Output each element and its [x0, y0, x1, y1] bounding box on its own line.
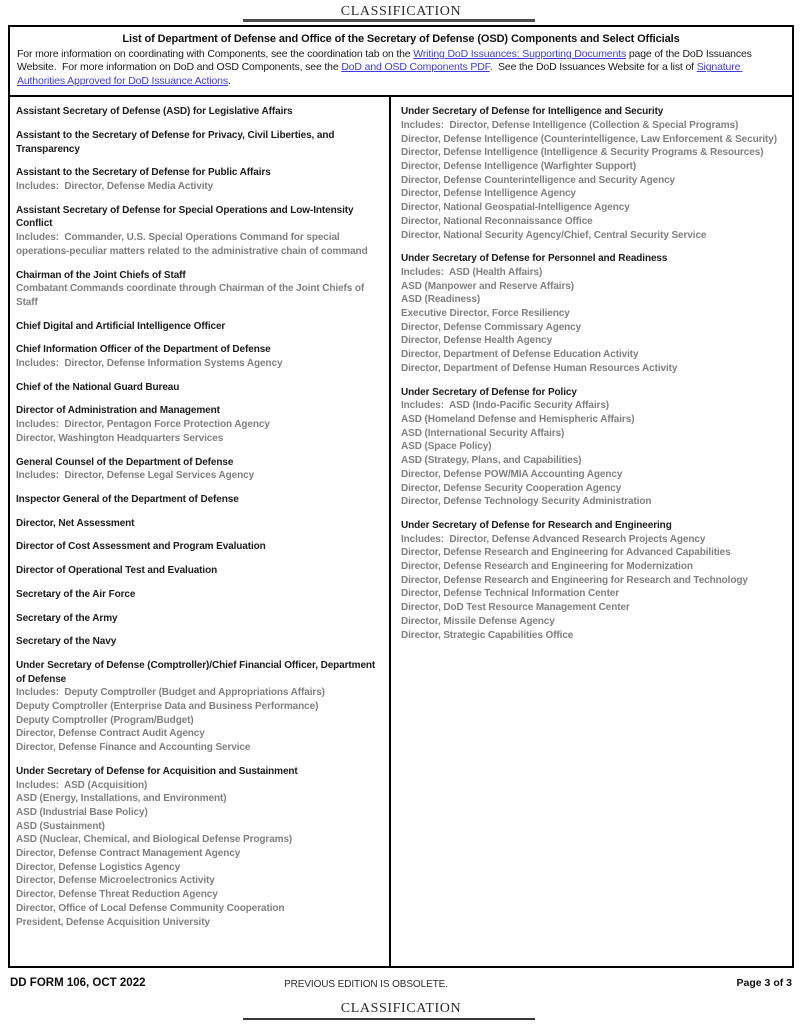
component-entry	[16, 166, 379, 193]
component-sub-line: Director, Missile Defense Agency	[401, 615, 555, 627]
component-sub-line: Director, Defense Commissary Agency	[401, 321, 582, 333]
right-column	[391, 97, 792, 966]
component-sub-line: ASD (International Security Affairs)	[401, 427, 565, 439]
component-title: Secretary of the Army	[16, 612, 118, 624]
component-title: Chief Information Officer of the Department of Defense	[16, 344, 271, 356]
component-entry	[16, 404, 379, 445]
form-box	[8, 25, 794, 968]
component-entry	[16, 269, 379, 310]
component-title: Under Secretary of Defense (Comptroller)/Chief Financial Officer, Department of Defense	[16, 659, 378, 685]
component-entry	[16, 588, 379, 602]
component-entry	[401, 386, 780, 509]
component-sub-line: Director, Defense Intelligence (Warfighter Support)	[401, 161, 637, 173]
component-sub-line: Director, Office of Local Defense Community Cooperation	[16, 902, 285, 914]
component-entry	[16, 564, 379, 578]
component-sub-line: Director, Defense Contract Audit Agency	[16, 728, 205, 740]
component-sub-line: Director, National Reconnaissance Office	[401, 215, 593, 227]
component-sub-line: Director, Defense Security Cooperation Agency	[401, 482, 622, 494]
component-sub-line: Includes: Director, Defense Intelligence (Collection & Special Programs)	[401, 119, 739, 131]
component-entry	[16, 456, 379, 483]
component-entry	[16, 540, 379, 554]
left-column	[10, 97, 391, 966]
component-sub-line: Director, National Security Agency/Chief, Central Security Service	[401, 229, 707, 241]
component-sub-line: Includes: Commander, U.S. Special Operations Command for special operations-peculiar matters related to the administrative chain of command	[16, 232, 368, 257]
component-title: Director, Net Assessment	[16, 517, 135, 529]
form-title: List of Department of Defense and Office of the Secretary of Defense (OSD) Components and Select Officials	[122, 33, 680, 45]
component-sub-line: Director, Defense Research and Engineering for Modernization	[401, 561, 693, 573]
component-sub-line: Deputy Comptroller (Enterprise Data and Business Performance)	[16, 701, 319, 713]
component-entry	[16, 517, 379, 531]
intro-text: .	[227, 74, 231, 87]
form-header	[10, 27, 792, 97]
classification-bottom-label: CLASSIFICATION	[340, 1001, 462, 1016]
component-entry	[401, 252, 780, 375]
component-entry	[16, 659, 379, 755]
component-sub-line: Includes: ASD (Health Affairs)	[401, 266, 543, 278]
component-sub-line: ASD (Sustainment)	[16, 820, 105, 832]
component-sub-line: Director, Defense POW/MIA Accounting Agency	[401, 468, 623, 480]
component-entry	[16, 204, 379, 259]
component-sub-line: Director, Washington Headquarters Services	[16, 432, 224, 444]
component-entry	[401, 519, 780, 642]
component-title: Secretary of the Air Force	[16, 588, 136, 600]
writing-dod-issuances-supporting-documents-link[interactable]: Writing DoD Issuances: Supporting Documents	[413, 48, 627, 60]
component-sub-line: Includes: Director, Defense Information Systems Agency	[16, 358, 283, 370]
component-title: Under Secretary of Defense for Policy	[401, 386, 577, 398]
component-sub-line: ASD (Nuclear, Chemical, and Biological Defense Programs)	[16, 834, 293, 846]
component-sub-line: Includes: ASD (Indo-Pacific Security Affairs)	[401, 400, 610, 412]
component-sub-line: Director, Defense Microelectronics Activity	[16, 875, 215, 887]
page-number: Page 3 of 3	[736, 977, 792, 989]
component-title: Director of Administration and Management	[16, 405, 220, 417]
component-title: Director of Operational Test and Evaluation	[16, 565, 218, 577]
signature-authorities-approved-link[interactable]: Signature Authorities Approved for DoD Issuance Actions	[17, 61, 743, 87]
component-sub-line: Director, DoD Test Resource Management Center	[401, 602, 630, 614]
component-title: Under Secretary of Defense for Intelligence and Security	[401, 106, 664, 118]
component-entry	[16, 381, 379, 395]
component-sub-line: Director, National Geospatial-Intelligence Agency	[401, 202, 630, 214]
component-sub-line: ASD (Space Policy)	[401, 441, 492, 453]
classification-top-label: CLASSIFICATION	[340, 4, 462, 19]
component-title: Under Secretary of Defense for Acquisition and Sustainment	[16, 765, 298, 777]
component-sub-line: Director, Defense Intelligence (Intelligence & Security Programs & Resources)	[401, 147, 764, 159]
component-sub-line: Includes: Director, Defense Advanced Research Projects Agency	[401, 533, 706, 545]
component-title: Director of Cost Assessment and Program Evaluation	[16, 541, 266, 553]
classification-bottom-line	[243, 1018, 535, 1020]
intro-text: For more information on coordinating with Components, see the coordination tab on the	[17, 48, 414, 60]
component-title: Assistant Secretary of Defense (ASD) for Legislative Affairs	[16, 106, 293, 118]
component-sub-line: Director, Defense Finance and Accounting Service	[16, 742, 251, 754]
components-columns	[10, 97, 792, 966]
component-entry	[16, 635, 379, 649]
component-title: Under Secretary of Defense for Research and Engineering	[401, 519, 672, 531]
component-sub-line: Director, Strategic Capabilities Office	[401, 629, 574, 641]
component-entry	[401, 105, 780, 242]
edition-note: PREVIOUS EDITION IS OBSOLETE.	[284, 979, 448, 990]
component-title: Secretary of the Navy	[16, 636, 117, 648]
component-title: Chief of the National Guard Bureau	[16, 381, 180, 393]
intro-text: page of the DoD Issuances Website. For more information on DoD and OSD Components, see the	[17, 48, 755, 74]
component-sub-line: Combatant Commands coordinate through Chairman of the Joint Chiefs of Staff	[16, 283, 367, 308]
component-sub-line: Includes: ASD (Acquisition)	[16, 779, 148, 791]
component-sub-line: Director, Defense Research and Engineering for Research and Technology	[401, 574, 748, 586]
component-sub-line: Director, Defense Research and Engineering for Advanced Capabilities	[401, 547, 731, 559]
intro-text: . See the DoD Issuances Website for a list of	[489, 61, 697, 74]
component-sub-line: Director, Department of Defense Education Activity	[401, 349, 639, 361]
component-title: Assistant to the Secretary of Defense for Public Affairs	[16, 167, 271, 179]
classification-top-line	[243, 19, 535, 22]
component-sub-line: Includes: Deputy Comptroller (Budget and Appropriations Affairs)	[16, 687, 325, 699]
component-sub-line: Director, Defense Counterintelligence and Security Agency	[401, 174, 676, 186]
component-entry	[16, 343, 379, 370]
component-sub-line: ASD (Homeland Defense and Hemispheric Affairs)	[401, 413, 635, 425]
component-title: Assistant Secretary of Defense for Special Operations and Low-Intensity Conflict	[16, 204, 357, 230]
component-sub-line: Executive Director, Force Resiliency	[401, 308, 570, 320]
component-entry	[16, 765, 379, 929]
intro-paragraph	[17, 48, 785, 88]
component-entry	[16, 320, 379, 334]
dod-and-osd-components-pdf-link[interactable]: DoD and OSD Components PDF	[341, 61, 490, 74]
component-sub-line: Director, Defense Health Agency	[401, 335, 553, 347]
form-footer	[8, 977, 794, 995]
component-sub-line: ASD (Readiness)	[401, 294, 481, 306]
component-title: Inspector General of the Department of Defense	[16, 493, 239, 505]
component-sub-line: Director, Defense Threat Reduction Agency	[16, 889, 218, 901]
component-title: Assistant to the Secretary of Defense for Privacy, Civil Liberties, and Transparency	[16, 129, 338, 155]
component-sub-line: ASD (Industrial Base Policy)	[16, 806, 148, 818]
component-sub-line: Director, Department of Defense Human Resources Activity	[401, 362, 678, 374]
component-sub-line: Director, Defense Contract Management Agency	[16, 848, 241, 860]
component-sub-line: President, Defense Acquisition University	[16, 916, 210, 928]
component-title: Under Secretary of Defense for Personnel and Readiness	[401, 253, 668, 265]
component-sub-line: ASD (Manpower and Reserve Affairs)	[401, 280, 574, 292]
component-title: General Counsel of the Department of Defense	[16, 456, 234, 468]
component-sub-line: Includes: Director, Pentagon Force Protection Agency	[16, 419, 270, 431]
component-sub-line: Director, Defense Intelligence Agency	[401, 188, 576, 200]
component-sub-line: Director, Defense Technology Security Administration	[401, 496, 652, 508]
component-sub-line: Deputy Comptroller (Program/Budget)	[16, 714, 194, 726]
component-sub-line: ASD (Strategy, Plans, and Capabilities)	[401, 455, 582, 467]
component-sub-line: Includes: Director, Defense Legal Services Agency	[16, 470, 255, 482]
component-title: Chairman of the Joint Chiefs of Staff	[16, 269, 186, 281]
component-sub-line: Director, Defense Logistics Agency	[16, 861, 181, 873]
component-sub-line: Director, Defense Intelligence (Counterintelligence, Law Enforcement & Security)	[401, 133, 777, 145]
component-sub-line: Director, Defense Technical Information Center	[401, 588, 620, 600]
component-entry	[16, 105, 379, 119]
component-sub-line: Includes: Director, Defense Media Activity	[16, 181, 214, 193]
form-number: DD FORM 106, OCT 2022	[10, 977, 146, 989]
component-entry	[16, 129, 379, 156]
component-entry	[16, 612, 379, 626]
component-title: Chief Digital and Artificial Intelligence Officer	[16, 320, 226, 332]
component-sub-line: ASD (Energy, Installations, and Environment)	[16, 793, 227, 805]
component-entry	[16, 493, 379, 507]
